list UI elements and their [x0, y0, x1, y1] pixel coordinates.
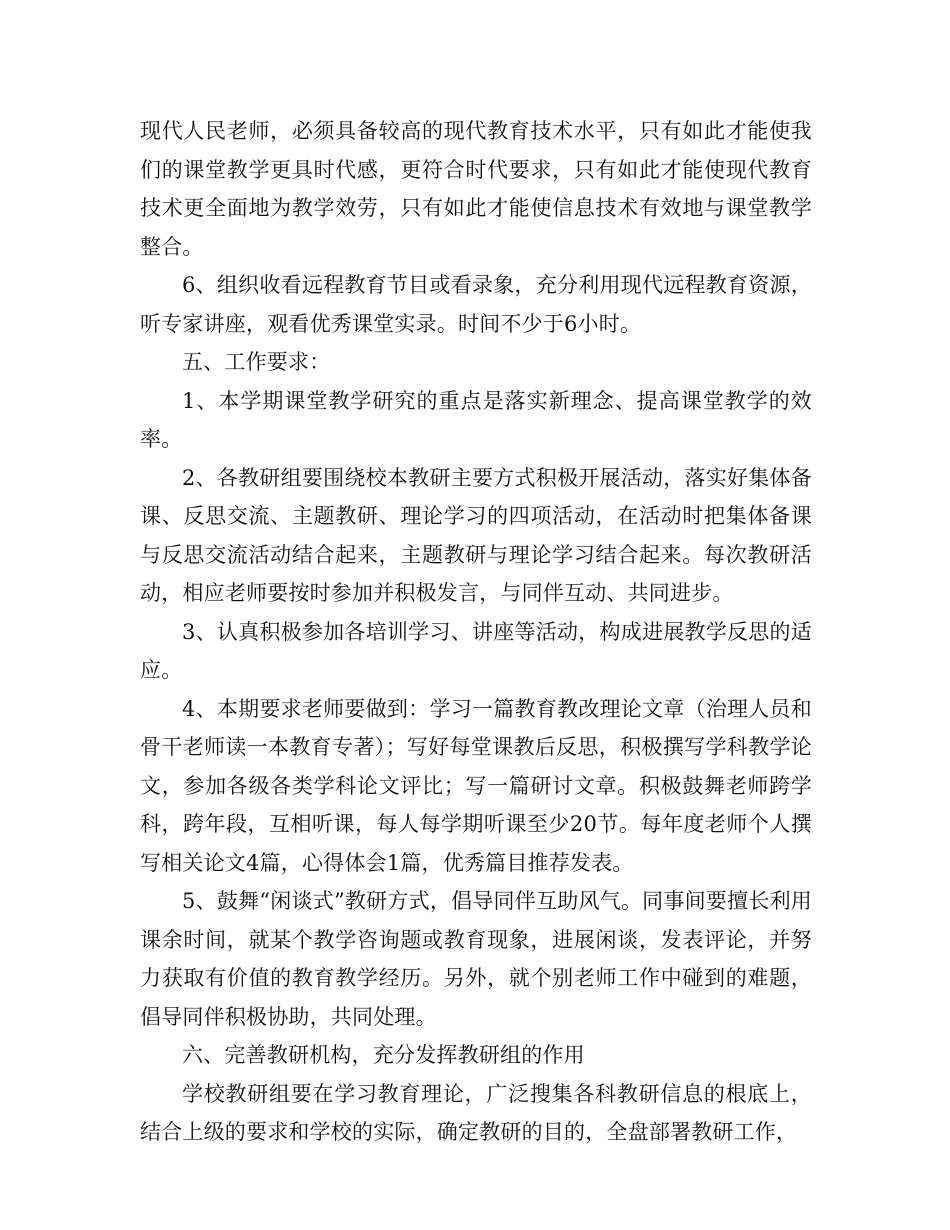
paragraph-intro: 现代人民老师，必须具备较高的现代教育技术水平，只有如此才能使我们的课堂教学更具时代感，更符合时代要求，只有如此才能使现代教育技术更全面地为教学效劳，只有如此才能使信息技术有效地与课堂教学整合。	[140, 119, 812, 259]
paragraph-requirement-4: 4、本期要求老师要做到：学习一篇教育教改理论文章（治理人员和骨干老师读一本教育专著）；写好每堂课教后反思，积极撰写学科教学论文，参加各级各类学科论文评比；写一篇研讨文章。积极鼓舞老师跨学科，跨年段，互相听课，每人每学期听课至少20节。每年度老师个人撰写相关论文4篇，心得体会1篇，优秀篇目推荐发表。	[140, 696, 812, 875]
paragraph-requirement-2: 2、各教研组要围绕校本教研主要方式积极开展活动，落实好集体备课、反思交流、主题教研、理论学习的四项活动，在活动时把集体备课与反思交流活动结合起来，主题教研与理论学习结合起来。每次教研活动，相应老师要按时参加并积极发言，与同伴互动、共同进步。	[140, 465, 812, 605]
paragraph-research-group: 学校教研组要在学习教育理论，广泛搜集各科教研信息的根底上，结合上级的要求和学校的实际，确定教研的目的，全盘部署教研工作，	[140, 1081, 812, 1144]
section-heading-work-requirements: 五、工作要求：	[182, 350, 331, 374]
paragraph-item-6: 6、组织收看远程教育节目或看录象，充分利用现代远程教育资源，听专家讲座，观看优秀课堂实录。时间不少于6小时。	[140, 273, 812, 336]
paragraph-requirement-5: 5、鼓舞“闲谈式”教研方式，倡导同伴互助风气。同事间要擅长利用课余时间，就某个教学咨询题或教育现象，进展闲谈，发表评论，并努力获取有价值的教育教学经历。另外，就个别老师工作中碰到的难题，倡导同伴积极协助，共同处理。	[140, 889, 812, 1029]
section-heading-research-organization: 六、完善教研机构，充分发挥教研组的作用	[182, 1043, 585, 1067]
paragraph-requirement-1: 1、本学期课堂教学研究的重点是落实新理念、提高课堂教学的效率。	[140, 388, 812, 451]
paragraph-requirement-3: 3、认真积极参加各培训学习、讲座等活动，构成进展教学反思的适应。	[140, 619, 812, 682]
document-body	[140, 112, 812, 1152]
